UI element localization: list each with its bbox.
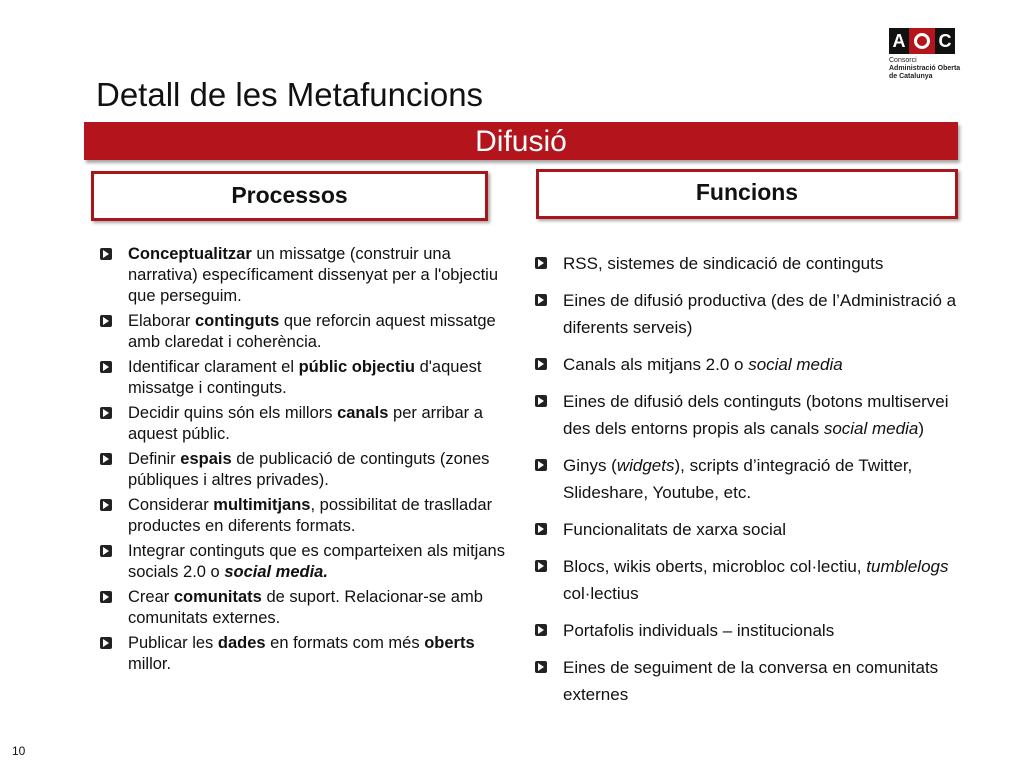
bullet-icon	[535, 560, 547, 572]
list-item	[98, 587, 518, 629]
bullet-icon	[535, 459, 547, 471]
list-item-text: Eines de seguiment de la conversa en comunitats externes	[563, 658, 939, 704]
bullet-icon	[100, 499, 112, 511]
logo-line-3: de Catalunya	[889, 73, 933, 80]
list-item-text: Considerar multimitjans, possibilitat de traslladar productes en diferents formats.	[128, 496, 493, 535]
list-item-text: Ginys (widgets), scripts d’integració de Twitter, Slideshare, Youtube, etc.	[563, 456, 913, 502]
list-item	[98, 633, 518, 675]
bullet-icon	[535, 358, 547, 370]
logo-letter-a: A	[889, 28, 909, 54]
list-item-text: Canals als mitjans 2.0 o social media	[563, 355, 843, 374]
bullet-icon	[100, 315, 112, 327]
processos-heading: Processos	[91, 171, 488, 221]
list-item-text: Publicar les dades en formats com més oberts millor.	[128, 634, 475, 673]
list-item-text: Definir espais de publicació de continguts (zones públiques i altres privades).	[128, 450, 490, 489]
list-item	[533, 516, 973, 543]
list-item	[98, 449, 518, 491]
list-item	[533, 351, 973, 378]
list-item-text: Identificar clarament el públic objectiu d'aquest missatge i continguts.	[128, 358, 482, 397]
list-item	[533, 287, 973, 341]
list-item	[98, 403, 518, 445]
list-item-text: Eines de difusió dels continguts (botons multiservei des dels entorns propis als canals social media)	[563, 392, 949, 438]
logo-line-1: Consorci	[889, 57, 917, 64]
bullet-icon	[535, 523, 547, 535]
page-number: 10	[12, 744, 26, 758]
list-item	[533, 654, 973, 708]
bullet-icon	[100, 545, 112, 557]
list-item-text: Blocs, wikis oberts, microbloc col·lectiu, tumblelogs col·lectius	[563, 557, 949, 603]
list-item	[533, 388, 973, 442]
funcions-heading: Funcions	[536, 169, 958, 219]
bullet-icon	[100, 637, 112, 649]
list-item-text: Conceptualitzar un missatge (construir una narrativa) específicament dissenyat per a l'objectiu que perseguim.	[128, 245, 499, 305]
list-item	[98, 541, 518, 583]
list-item-text: Crear comunitats de suport. Relacionar-se amb comunitats externes.	[128, 588, 483, 627]
list-item	[533, 250, 973, 277]
list-item-text: Eines de difusió productiva (des de l’Administració a diferents serveis)	[563, 291, 957, 337]
processos-list	[98, 244, 518, 679]
bullet-icon	[100, 453, 112, 465]
list-item	[533, 452, 973, 506]
logo-letter-c: C	[935, 28, 955, 54]
section-banner: Difusió	[84, 122, 958, 160]
list-item	[533, 553, 973, 607]
list-item	[98, 495, 518, 537]
logo-text	[889, 57, 1009, 81]
bullet-icon	[100, 248, 112, 260]
bullet-icon	[100, 407, 112, 419]
aoc-logo	[889, 28, 1009, 81]
aoc-logo-mark	[889, 28, 1009, 54]
funcions-list	[533, 250, 973, 718]
list-item-text: Integrar continguts que es comparteixen als mitjans socials 2.0 o social media.	[128, 542, 505, 581]
list-item-text: Elaborar continguts que reforcin aquest missatge amb claredat i coherència.	[128, 312, 496, 351]
list-item-text: Funcionalitats de xarxa social	[563, 520, 787, 539]
bullet-icon	[535, 624, 547, 636]
list-item	[98, 244, 518, 307]
bullet-icon	[100, 361, 112, 373]
list-item	[533, 617, 973, 644]
bullet-icon	[535, 395, 547, 407]
bullet-icon	[100, 591, 112, 603]
list-item-text: Decidir quins són els millors canals per arribar a aquest públic.	[128, 404, 483, 443]
bullet-icon	[535, 661, 547, 673]
list-item	[98, 357, 518, 399]
bullet-icon	[535, 257, 547, 269]
list-item-text: RSS, sistemes de sindicació de continguts	[563, 254, 884, 273]
logo-line-2: Administració Oberta	[889, 65, 961, 72]
logo-circle-icon	[909, 28, 935, 54]
list-item-text: Portafolis individuals – institucionals	[563, 621, 835, 640]
bullet-icon	[535, 294, 547, 306]
slide-title: Detall de les Metafuncions	[96, 76, 484, 113]
list-item	[98, 311, 518, 353]
